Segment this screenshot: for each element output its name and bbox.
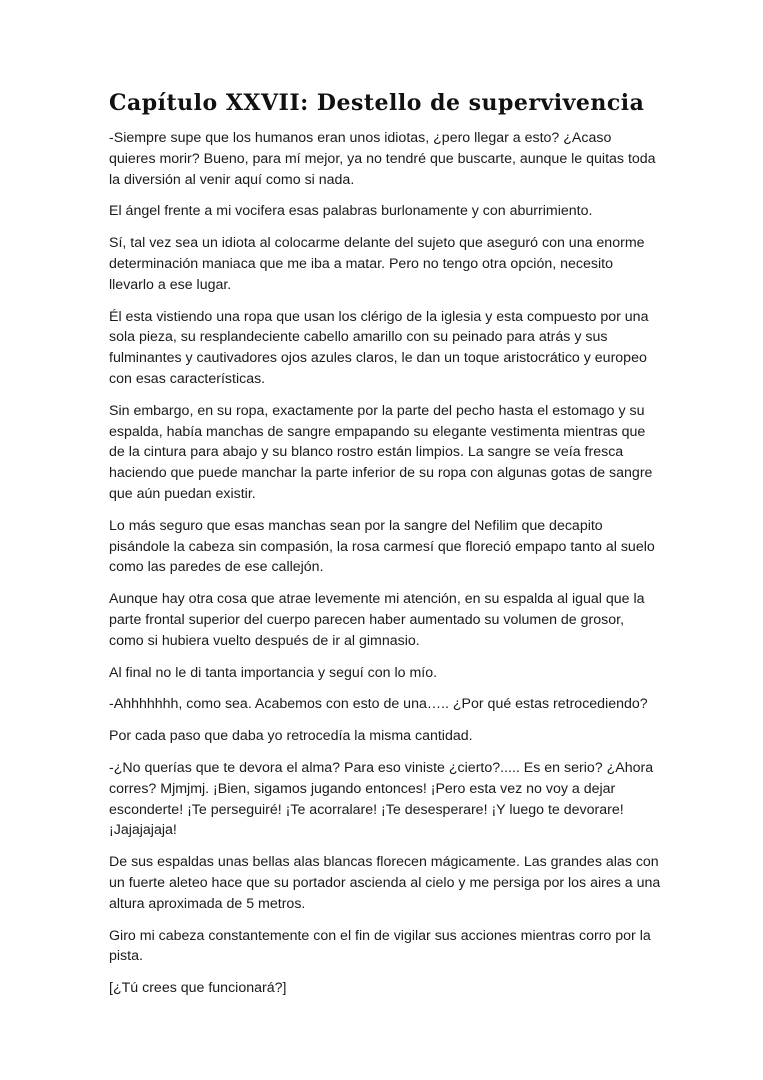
paragraph-3: Sí, tal vez sea un idiota al colocarme delante del sujeto que aseguró con una enorme determinación maniaca que me iba a matar. Pero no tengo otra opción, necesito llevarlo a ese lugar.	[109, 235, 645, 293]
paragraph-8: Al final no le di tanta importancia y seguí con lo mío.	[109, 664, 438, 681]
paragraph-9: -Ahhhhhhh, como sea. Acabemos con esto de una….. ¿Por qué estas retrocediendo?	[109, 696, 648, 713]
paragraph-12: De sus espaldas unas bellas alas blancas florecen mágicamente. Las grandes alas con un fuerte aleteo hace que su portador ascienda al cielo y me persiga por los aires a una altura aproximada de 5 metros.	[109, 854, 661, 912]
paragraph-10: Por cada paso que daba yo retrocedía la misma cantidad.	[109, 728, 473, 745]
paragraph-5: Sin embargo, en su ropa, exactamente por la parte del pecho hasta el estomago y su espalda, había manchas de sangre empapando su elegante vestimenta mientras que de la cintura para abajo y su blanco rostro están limpios. La sangre se veía fresca haciendo que puede manchar la parte inferior de su ropa con algunas gotas de sangre que aún puedan existir.	[109, 402, 653, 502]
paragraph-1: -Siempre supe que los humanos eran unos idiotas, ¿pero llegar a esto? ¿Acaso quieres morir? Bueno, para mí mejor, ya no tendré que buscarte, aunque le quitas toda la diversión al venir aquí como si nada.	[109, 130, 656, 188]
chapter-title: Capítulo XXVII: Destello de supervivencia	[109, 90, 645, 116]
paragraph-2: El ángel frente a mi vocifera esas palabras burlonamente y con aburrimiento.	[109, 203, 593, 220]
paragraph-14: [¿Tú crees que funcionará?]	[109, 980, 287, 997]
paragraph-7: Aunque hay otra cosa que atrae levemente mi atención, en su espalda al igual que la parte frontal superior del cuerpo parecen haber aumentado su volumen de grosor, como si hubiera vuelto después de ir al gimnasio.	[109, 591, 645, 649]
paragraph-11: -¿No querías que te devora el alma? Para eso viniste ¿cierto?..... Es en serio? ¿Ahora corres? Mjmjmj. ¡Bien, sigamos jugando entonces! ¡Pero esta vez no voy a dejar esconderte! ¡Te perseguiré! ¡Te acorralare! ¡Te desesperare! ¡Y luego te devorare! ¡Jajajajaja!	[109, 759, 654, 839]
paragraph-6: Lo más seguro que esas manchas sean por la sangre del Nefilim que decapito pisándole la cabeza sin compasión, la rosa carmesí que floreció empapo tanto al suelo como las paredes de ese callejón.	[109, 517, 655, 576]
paragraph-13: Giro mi cabeza constantemente con el fin de vigilar sus acciones mientras corro por la pista.	[109, 927, 651, 965]
document-page	[109, 88, 661, 1010]
paragraph-4: Él esta vistiendo una ropa que usan los clérigo de la iglesia y esta compuesto por una sola pieza, su resplandeciente cabello amarillo con su peinado para atrás y sus fulminantes y cautivadores ojos azules claros, le dan un toque aristocrático y europeo con esas características.	[109, 308, 649, 387]
